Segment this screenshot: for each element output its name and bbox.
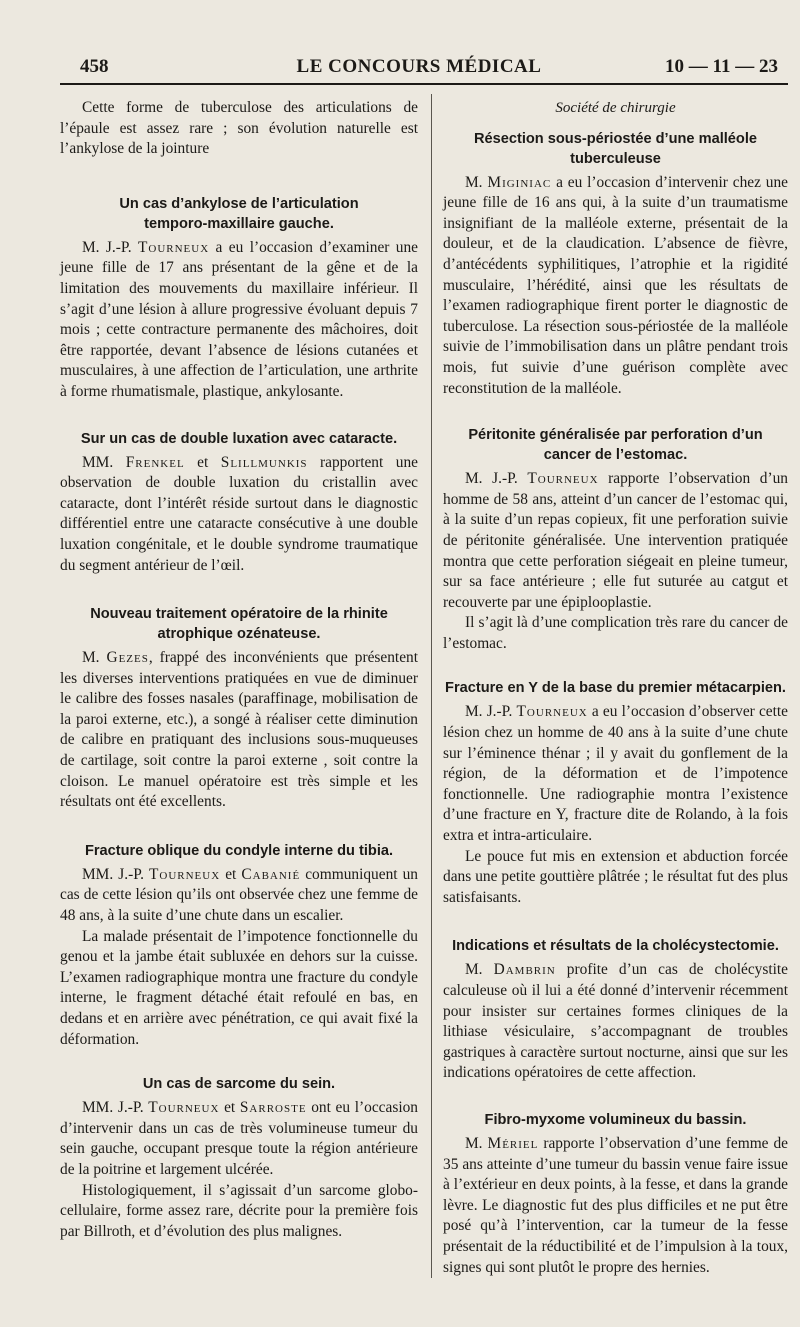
society-kicker: Société de chirurgie	[555, 100, 676, 116]
header-rule	[60, 83, 788, 85]
section-title: Résection sous-périostée d’une malléole tuberculeuse	[473, 130, 758, 167]
author-name: Tourneux	[516, 703, 588, 721]
section-paragraph: M. J.-P. Tourneux a eu l’occasion d’observer cette lésion chez un homme de 40 ans à la suite d’une chute sur l’éminence thénar ; il y avait du gonflement de la région, de la déformation et de l’impotence fonctionnelle. Une radiographie montra l’existence d’une fracture en Y, fracture dite de Rolando, à la fois extra et intra-articulaire.	[443, 703, 788, 845]
section-paragraph: Le pouce fut mis en extension et abduction forcée dans une petite gouttière plâtrée ; le résultat fut des plus satisfaisants.	[443, 847, 788, 906]
author-name: Tourneux	[148, 865, 221, 883]
left-column	[60, 98, 418, 1242]
section-title: Fibro-myxome volumineux du bassin.	[484, 1111, 747, 1128]
author-name: Slillmunkis	[220, 453, 308, 471]
journal-title: LE CONCOURS MÉDICAL	[296, 56, 542, 77]
page-header	[60, 56, 778, 80]
section-title: Fracture oblique du condyle interne du tibia.	[84, 842, 394, 859]
section-paragraph: MM. Frenkel et Slillmunkis rapportent une observation de double luxation du cristallin avec cataracte, dont l’intérêt réside surtout dans le diagnostic différentiel entre une cataracte consécutive à une double luxation congénitale, et le double syndrome traumatique du segment antérieur de l’œil.	[60, 453, 418, 574]
author-name: Tourneux	[137, 238, 210, 256]
section-title: Indications et résultats de la cholécystectomie.	[452, 938, 779, 955]
author-name: Tourneux	[148, 1099, 220, 1117]
issue-date: 10 — 11 — 23	[665, 56, 778, 77]
section-title: Un cas d’ankylose de l’articulation temporo-maxillaire gauche.	[119, 195, 359, 232]
author-name: Sarroste	[239, 1099, 307, 1117]
author-name: Gezes	[106, 649, 149, 667]
section-title: Péritonite généralisée par perforation d’un cancer de l’estomac.	[468, 427, 763, 464]
section-title: Sur un cas de double luxation avec cataracte.	[80, 430, 398, 447]
author-name: Mériel	[487, 1134, 539, 1152]
section-paragraph: M. Mériel rapporte l’observation d’une femme de 35 ans atteinte d’une tumeur du bassin venue faire issue à l’extérieur en deux points, à la fesse, et dans la grande lèvre. Le diagnostic fut des plus difficiles et ne put être posé qu’à l’intervention, car la tumeur de la fesse présentait de la réductibilité et de l’impulsion à la toux, signes qui sont plutôt le propre des hernies.	[443, 1134, 788, 1276]
section-paragraph: MM. J.-P. Tourneux et Cabanié communiquent un cas de cette lésion qu’ils ont observée chez une femme de 48 ans, à la suite d’une chute dans un escalier.	[60, 865, 418, 925]
section-paragraph: Il s’agit là d’une complication très rare du cancer de l’estomac.	[443, 614, 788, 652]
right-column	[443, 98, 788, 1278]
author-name: Dambrin	[493, 961, 556, 979]
section-paragraph: M. Dambrin profite d’un cas de cholécystite calculeuse où il lui a été donné d’intervenir récemment pour insister sur certaines formes cliniques de la lithiase vésiculaire, s’accompagnant de troubles gastriques à caractère surtout nocturne, ainsi que sur les indications opératoires de cette affection.	[443, 961, 788, 1082]
section-title: Un cas de sarcome du sein.	[142, 1076, 336, 1093]
author-name: Cabanié	[241, 865, 301, 883]
section-paragraph: La malade présentait de l’impotence fonctionnelle du genou et la jambe était subluxée en dehors sur la cuisse. L’examen radiographique montra une fracture du condyle interne, le fragment détaché était refoulé en bas, en dedans et en arrière avec pénétration, ce qui avait fixé la déformation.	[60, 927, 418, 1048]
author-name: Frenkel	[125, 453, 185, 471]
section-paragraph: M. J.-P. Tourneux a eu l’occasion d’examiner une jeune fille de 17 ans présentant de la gêne et de la limitation des mouvements du maxillaire inférieur. Il s’agit d’une lésion à allure progressive évoluant depuis 7 mois ; cette contracture permanente des mâchoires, doit être rapportée, devant l’absence de lésions cutanées et musculaires, à une affection de l’articulation, une arthrite à forme rhumatismale, plastique, ankylosante.	[60, 238, 419, 400]
section-paragraph: Histologiquement, il s’agissait d’un sarcome globo-cellulaire, forme assez rare, décrite pour la première fois par Billroth, et d’évolution des plus malignes.	[60, 1181, 418, 1240]
section-title: Fracture en Y de la base du premier métacarpien.	[445, 680, 786, 697]
section-paragraph: M. Gezes, frappé des inconvénients que présentent les diverses interventions pratiquées en vue de diminuer le calibre des fosses nasales (paraffinage, mobilisation de la paroi externe, etc.), a songé à réaliser cette diminution de calibre en pratiquant des inclusions sous-muqueuses de cartilage, soit contre la paroi externe , soit contre la cloison. Le manuel opératoire est très simple et les résultats ont été excellents.	[60, 649, 418, 811]
section-paragraph: M. J.-P. Tourneux rapporte l’observation d’un homme de 58 ans, atteint d’un cancer de l’estomac qui, à la suite d’un repas copieux, fit une perforation suivie de péritonite généralisée. Une intervention pratiquée montra que cette perforation siégeait en pleine tumeur, sur sa face antérieure ; elle fut suturée au catgut et recouverte par une épiplooplastie.	[443, 470, 788, 611]
author-name: Tourneux	[527, 470, 599, 488]
author-name: Miginiac	[487, 173, 552, 191]
section-paragraph: MM. J.-P. Tourneux et Sarroste ont eu l’occasion d’intervenir dans un cas de très volumineuse tumeur du sein gauche, occupant presque toute la région antérieure de la poitrine et largement ulcérée.	[60, 1099, 418, 1178]
page-number: 458	[80, 56, 109, 77]
intro-paragraph: Cette forme de tuberculose des articulations de l’épaule est assez rare ; son évolution naturelle est l’ankylose de la jointure	[60, 99, 418, 158]
section-title: Nouveau traitement opératoire de la rhinite atrophique ozénateuse.	[90, 606, 388, 643]
section-paragraph: M. Miginiac a eu l’occasion d’intervenir chez une jeune fille de 16 ans qui, à la suite d’un traumatisme insignifiant de la malléole externe, présentait de la douleur, et de la claudication. L’absence de fièvre, d’antécédents syphilitiques, l’atrophie et la rigidité musculaire, l’hérédité, ainsi que les résultats de l’examen radiographique firent porter le diagnostic de tuberculose. La résection sous-périostée de la malléole suivie de l’immobilisation dans un plâtre pendant trois mois, fut suivie d’une guérison complète avec reconstitution de la malléole.	[443, 173, 788, 397]
